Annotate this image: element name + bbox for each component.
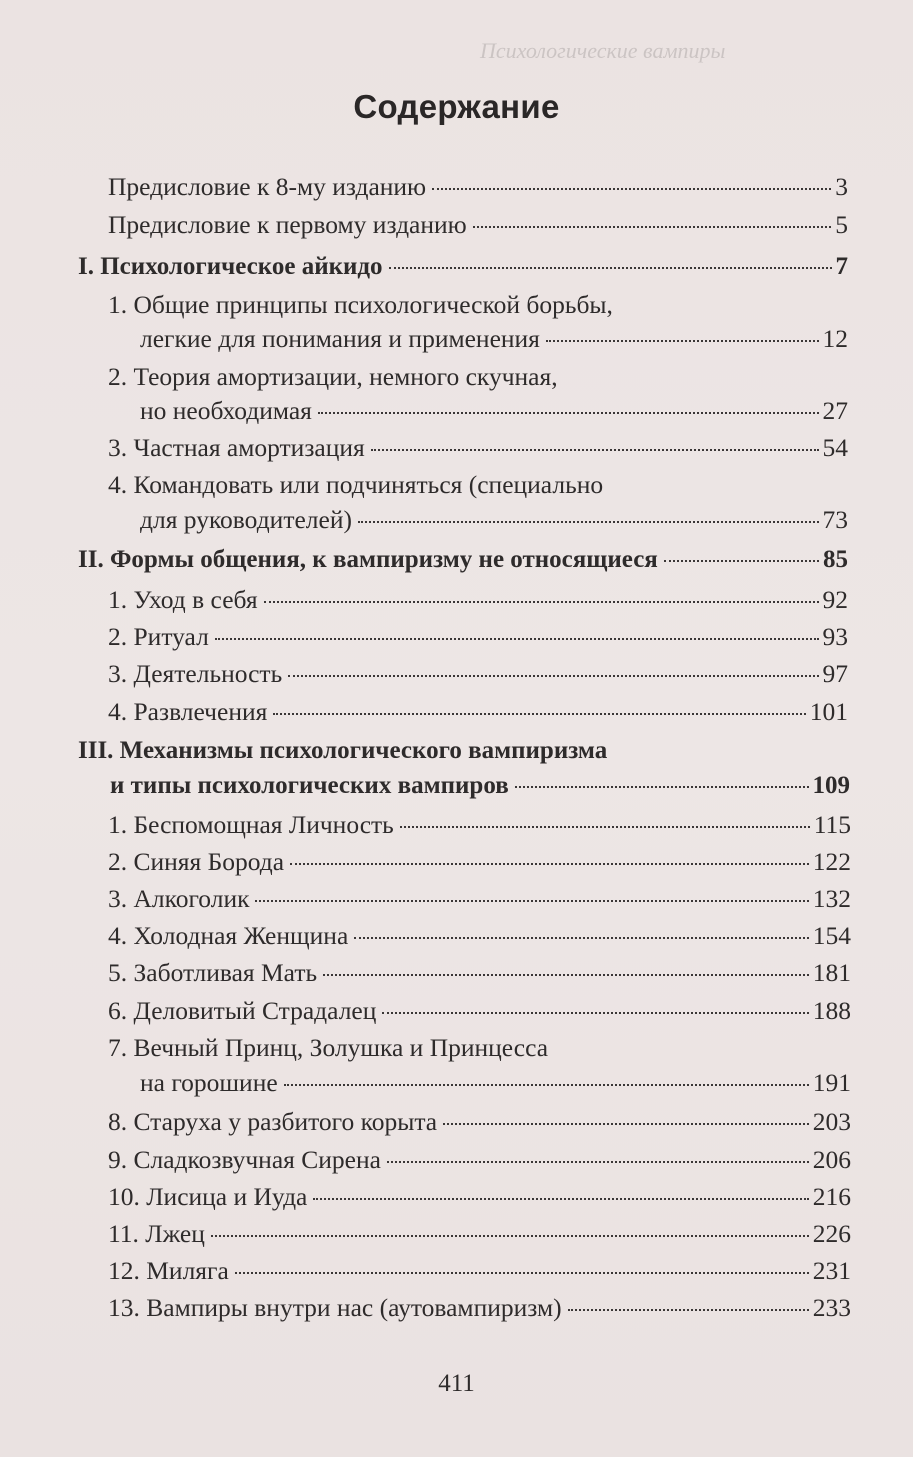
toc-entry-label: 2. Синяя Борода <box>108 847 285 876</box>
toc-entry-page: 97 <box>822 659 848 688</box>
toc-entry-page: 101 <box>809 697 848 726</box>
toc-entry-label: 3. Деятельность <box>108 659 283 688</box>
dot-leader <box>354 936 808 939</box>
toc-entry-page: 93 <box>822 622 848 651</box>
toc-entry-page: 191 <box>812 1068 851 1097</box>
toc-section-page: 7 <box>835 253 848 280</box>
toc-section-page: 109 <box>812 772 850 799</box>
toc-entry-page: 181 <box>812 958 851 987</box>
toc-entry-1-3[interactable] <box>108 433 848 463</box>
toc-entry-label: для руководителей) <box>140 505 352 534</box>
toc-entry-3-4[interactable] <box>108 921 851 951</box>
dot-leader <box>255 899 808 902</box>
dot-leader <box>546 339 819 342</box>
toc-section-label: II. Формы общения, к вампиризму не относящиеся <box>78 546 658 573</box>
toc-entry-1-1[interactable] <box>140 324 848 354</box>
toc-entry-3-13[interactable] <box>108 1293 851 1323</box>
toc-entry-3-10[interactable] <box>108 1182 851 1212</box>
dot-leader <box>568 1308 809 1311</box>
toc-entry-label: 8. Старуха у разбитого корыта <box>108 1107 438 1136</box>
toc-section-3-line1: III. Механизмы психологического вампиризма <box>78 737 608 764</box>
toc-section-label: и типы психологических вампиров <box>110 772 509 799</box>
toc-entry-label: 13. Вампиры внутри нас (аутовампиризм) <box>108 1293 562 1322</box>
toc-entry-preface-first[interactable] <box>108 210 848 240</box>
dot-leader <box>211 1234 809 1237</box>
toc-entry-1-2[interactable] <box>140 396 848 426</box>
toc-entry-label: легкие для понимания и применения <box>140 324 540 353</box>
toc-entry-label: 3. Алкоголик <box>108 884 250 913</box>
dot-leader <box>382 1011 808 1014</box>
page-number: 411 <box>438 1370 475 1397</box>
toc-entry-1-1-line1: 1. Общие принципы психологической борьбы, <box>108 290 613 319</box>
toc-entry-3-3[interactable] <box>108 884 851 914</box>
toc-entry-label: 5. Заботливая Мать <box>108 958 318 987</box>
toc-entry-page: 233 <box>812 1293 851 1322</box>
toc-entry-page: 203 <box>812 1107 851 1136</box>
toc-entry-3-12[interactable] <box>108 1256 851 1286</box>
toc-entry-3-9[interactable] <box>108 1145 851 1175</box>
dot-leader <box>323 973 809 976</box>
toc-entry-page: 92 <box>822 585 848 614</box>
toc-entry-page: 231 <box>812 1256 851 1285</box>
toc-entry-label: 9. Сладкозвучная Сирена <box>108 1145 381 1174</box>
toc-section-label: I. Психологическое айкидо <box>78 253 383 280</box>
dot-leader <box>387 1160 809 1163</box>
toc-entry-page: 3 <box>835 172 848 201</box>
toc-entry-3-6[interactable] <box>108 996 851 1026</box>
toc-entry-label: 10. Лисица и Иуда <box>108 1182 308 1211</box>
toc-entry-page: 154 <box>812 921 851 950</box>
toc-section-1[interactable] <box>78 252 848 282</box>
dot-leader <box>515 785 809 788</box>
dot-leader <box>432 187 831 190</box>
toc-entry-label: 12. Миляга <box>108 1256 229 1285</box>
toc-entry-3-7-line1: 7. Вечный Принц, Золушка и Принцесса <box>108 1033 549 1062</box>
dot-leader <box>284 1083 809 1086</box>
toc-entry-page: 122 <box>812 847 851 876</box>
toc-section-page: 85 <box>823 546 848 573</box>
dot-leader <box>389 266 832 269</box>
toc-entry-page: 54 <box>822 433 848 462</box>
toc-entry-1-4-line1: 4. Командовать или подчиняться (специально <box>108 470 604 499</box>
toc-entry-label: 6. Деловитый Страдалец <box>108 996 377 1025</box>
toc-entry-label: но необходимая <box>140 396 312 425</box>
toc-entry-3-1[interactable] <box>108 810 851 840</box>
dot-leader <box>443 1122 809 1125</box>
toc-entry-page: 27 <box>822 396 848 425</box>
dot-leader <box>318 411 819 414</box>
toc-entry-page: 226 <box>812 1219 851 1248</box>
page-title: Содержание <box>353 88 560 125</box>
dot-leader <box>290 862 809 865</box>
dot-leader <box>400 825 810 828</box>
toc-entry-page: 216 <box>812 1182 851 1211</box>
toc-entry-2-1[interactable] <box>108 585 848 615</box>
toc-entry-label: 11. Лжец <box>108 1219 205 1248</box>
toc-entry-page: 115 <box>813 810 851 839</box>
dot-leader <box>313 1197 808 1200</box>
toc-entry-label: Предисловие к 8-му изданию <box>108 172 427 201</box>
toc-entry-page: 12 <box>822 324 848 353</box>
toc-entry-3-2[interactable] <box>108 847 851 877</box>
toc-entry-label: 2. Ритуал <box>108 622 209 651</box>
toc-entry-page: 132 <box>812 884 851 913</box>
toc-entry-3-8[interactable] <box>108 1107 851 1137</box>
toc-entry-1-2-line1: 2. Теория амортизации, немного скучная, <box>108 362 558 391</box>
toc-entry-page: 5 <box>835 210 848 239</box>
toc-entry-preface-8[interactable] <box>108 172 848 202</box>
toc-entry-label: 1. Уход в себя <box>108 585 258 614</box>
toc-entry-3-11[interactable] <box>108 1219 851 1249</box>
toc-entry-page: 206 <box>812 1145 851 1174</box>
toc-entry-3-7[interactable] <box>140 1068 851 1098</box>
toc-entry-2-2[interactable] <box>108 622 848 652</box>
toc-section-2[interactable] <box>78 545 848 575</box>
toc-entry-label: 1. Беспомощная Личность <box>108 810 394 839</box>
dot-leader <box>264 600 819 603</box>
toc-entry-2-3[interactable] <box>108 659 848 689</box>
toc-entry-3-5[interactable] <box>108 958 851 988</box>
dot-leader <box>371 448 819 451</box>
toc-entry-label: Предисловие к первому изданию <box>108 210 467 239</box>
dot-leader <box>664 559 819 562</box>
dot-leader <box>235 1271 809 1274</box>
toc-entry-label: 4. Холодная Женщина <box>108 921 349 950</box>
toc-entry-1-4[interactable] <box>140 505 848 535</box>
toc-entry-label: на горошине <box>140 1068 278 1097</box>
toc-entry-page: 188 <box>812 996 851 1025</box>
dot-leader <box>358 520 819 523</box>
toc-entry-label: 4. Развлечения <box>108 697 268 726</box>
toc-entry-label: 3. Частная амортизация <box>108 433 365 462</box>
dot-leader <box>215 637 819 640</box>
dot-leader <box>273 712 805 715</box>
dot-leader <box>288 674 818 677</box>
toc-entry-page: 73 <box>822 505 848 534</box>
dot-leader <box>473 225 832 228</box>
toc-section-3[interactable] <box>110 771 850 801</box>
bleed-through-header: Психологические вампиры <box>480 38 726 63</box>
toc-entry-2-4[interactable] <box>108 697 848 727</box>
